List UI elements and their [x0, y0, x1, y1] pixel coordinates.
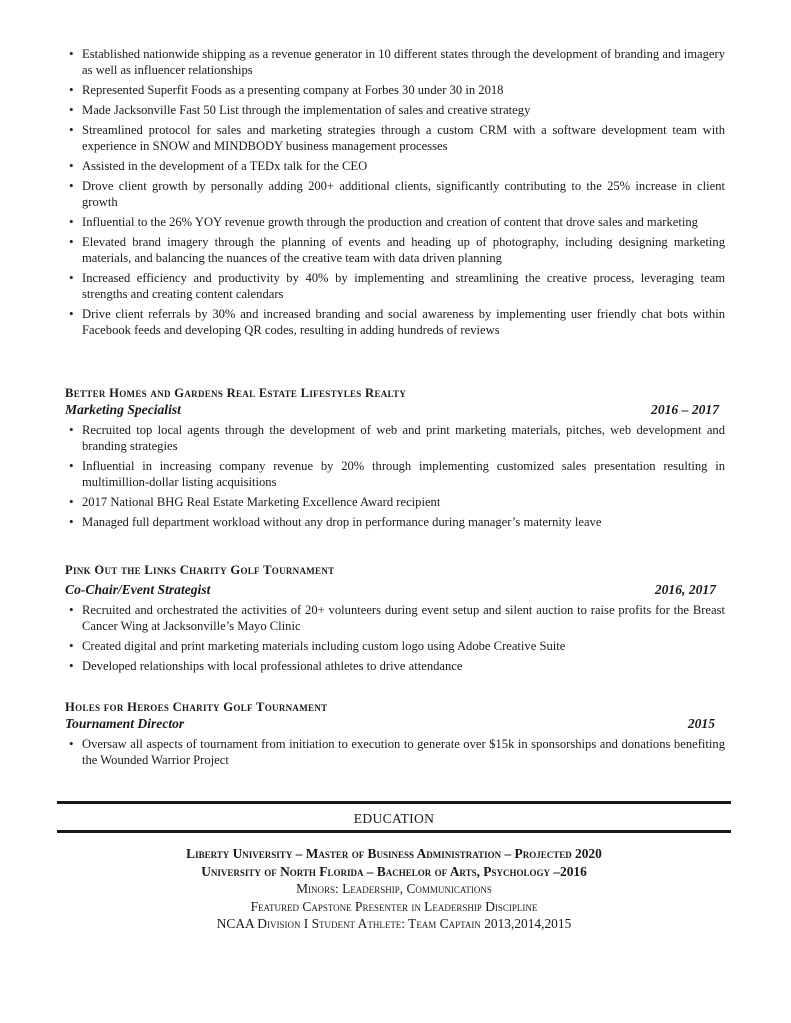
bullet-text: Made Jacksonville Fast 50 List through the implementation of sales and creative strategy — [82, 103, 531, 117]
role-row — [65, 401, 725, 419]
bullet-item — [65, 158, 725, 174]
bullet-text: Represented Superfit Foods as a presenting company at Forbes 30 under 30 in 2018 — [82, 83, 504, 97]
bullet-item — [65, 458, 725, 490]
bullet-icon: • — [69, 306, 74, 321]
job-title: Co-Chair/Event Strategist — [65, 582, 211, 597]
bullet-item — [65, 658, 725, 674]
bullet-list — [65, 736, 725, 768]
education-minors: Minors: Leadership, Communications — [296, 881, 492, 897]
bullet-item — [65, 270, 725, 302]
bullet-item — [65, 122, 725, 154]
bullet-item — [65, 494, 725, 510]
bullet-icon: • — [69, 514, 74, 529]
bullet-icon: • — [69, 214, 74, 229]
job-better-homes — [65, 385, 725, 534]
bullet-text: Oversaw all aspects of tournament from initiation to execution to generate over $15k in sponsorships and donations benefiting the Wounded Warrior Project — [82, 737, 725, 767]
bullet-text: Developed relationships with local professional athletes to drive attendance — [82, 659, 463, 673]
company-name: Better Homes and Gardens Real Estate Lifestyles Realty — [65, 386, 407, 400]
bullet-list — [65, 46, 725, 338]
bullet-item — [65, 234, 725, 266]
bullet-item — [65, 178, 725, 210]
education-athlete: NCAA Division I Student Athlete: Team Captain 2013,2014,2015 — [216, 916, 572, 932]
bullet-icon: • — [69, 102, 74, 117]
bullet-text: Created digital and print marketing materials including custom logo using Adobe Creative Suite — [82, 639, 566, 653]
bullet-text: Recruited top local agents through the development of web and print marketing materials, pitches, web development and branding strategies — [82, 423, 725, 453]
company-name: Holes for Heroes Charity Golf Tournament — [65, 700, 328, 714]
bullet-list — [65, 602, 725, 674]
bullet-text: Assisted in the development of a TEDx talk for the CEO — [82, 159, 368, 173]
job-title: Tournament Director — [65, 716, 185, 731]
job-pink-out-the-links — [65, 562, 725, 678]
job-title: Marketing Specialist — [65, 402, 181, 417]
role-row — [65, 581, 725, 599]
section-title-education: EDUCATION — [353, 811, 435, 826]
bullet-icon: • — [69, 494, 74, 509]
bullet-item — [65, 46, 725, 78]
bullet-icon: • — [69, 602, 74, 617]
bullet-text: Influential in increasing company revenue by 20% through implementing customized sales presentation resulting in multimillion-dollar listing acquisitions — [82, 459, 725, 489]
education-details — [57, 845, 731, 933]
bullet-text: Influential to the 26% YOY revenue growth through the production and creation of content that drove sales and marketing — [82, 215, 698, 229]
bullet-text: 2017 National BHG Real Estate Marketing Excellence Award recipient — [82, 495, 441, 509]
bullet-item — [65, 514, 725, 530]
bullet-icon: • — [69, 638, 74, 653]
bullet-text: Elevated brand imagery through the planning of events and heading up of photography, including designing marketing materials, and balancing the nuances of the creative team with data driven planning — [82, 235, 725, 265]
bullet-icon: • — [69, 178, 74, 193]
job-dates: 2015 — [687, 716, 715, 731]
bullet-text: Streamlined protocol for sales and marketing strategies through a custom CRM with a software development team with experience in SNOW and MINDBODY business management processes — [82, 123, 725, 153]
bullet-icon: • — [69, 122, 74, 137]
company-name: Pink Out the Links Charity Golf Tournament — [65, 563, 335, 577]
bullet-text: Established nationwide shipping as a revenue generator in 10 different states through the development of branding and imagery as well as influencer relationships — [82, 47, 725, 77]
bullet-icon: • — [69, 158, 74, 173]
bullet-item — [65, 602, 725, 634]
section-rule-top — [57, 801, 731, 804]
bullet-icon: • — [69, 736, 74, 751]
education-degree-ba: University of North Florida – Bachelor of Arts, Psychology –2016 — [201, 863, 587, 879]
bullet-text: Recruited and orchestrated the activities of 20+ volunteers during event setup and silent auction to raise profits for the Breast Cancer Wing at Jacksonville’s Mayo Clinic — [82, 603, 725, 633]
bullet-icon: • — [69, 234, 74, 249]
previous-job-bullets — [65, 46, 725, 342]
bullet-icon: • — [69, 658, 74, 673]
bullet-item — [65, 422, 725, 454]
bullet-item — [65, 82, 725, 98]
bullet-item — [65, 102, 725, 118]
bullet-item — [65, 306, 725, 338]
role-row — [65, 715, 725, 733]
education-capstone: Featured Capstone Presenter in Leadership Discipline — [250, 898, 538, 914]
bullet-icon: • — [69, 82, 74, 97]
job-dates: 2016 – 2017 — [651, 402, 719, 417]
bullet-text: Drove client growth by personally adding 200+ additional clients, significantly contributing to the 25% increase in client growth — [82, 179, 725, 209]
bullet-item — [65, 736, 725, 768]
bullet-icon: • — [69, 270, 74, 285]
bullet-icon: • — [69, 46, 74, 61]
bullet-icon: • — [69, 458, 74, 473]
bullet-item — [65, 638, 725, 654]
job-dates: 2016, 2017 — [654, 582, 716, 597]
section-rule-bottom — [57, 830, 731, 833]
bullet-item — [65, 214, 725, 230]
bullet-list — [65, 422, 725, 530]
bullet-text: Managed full department workload without any drop in performance during manager’s maternity leave — [82, 515, 602, 529]
bullet-text: Drive client referrals by 30% and increased branding and social awareness by implementing user friendly chat bots within Facebook feeds and developing QR codes, resulting in adding hundreds of reviews — [82, 307, 725, 337]
job-holes-for-heroes — [65, 699, 725, 772]
education-degree-mba: Liberty University – Master of Business Administration – Projected 2020 — [186, 846, 602, 861]
bullet-text: Increased efficiency and productivity by 40% by implementing and streamlining the creative process, leveraging team strengths and creating content calendars — [82, 271, 725, 301]
bullet-icon: • — [69, 422, 74, 437]
